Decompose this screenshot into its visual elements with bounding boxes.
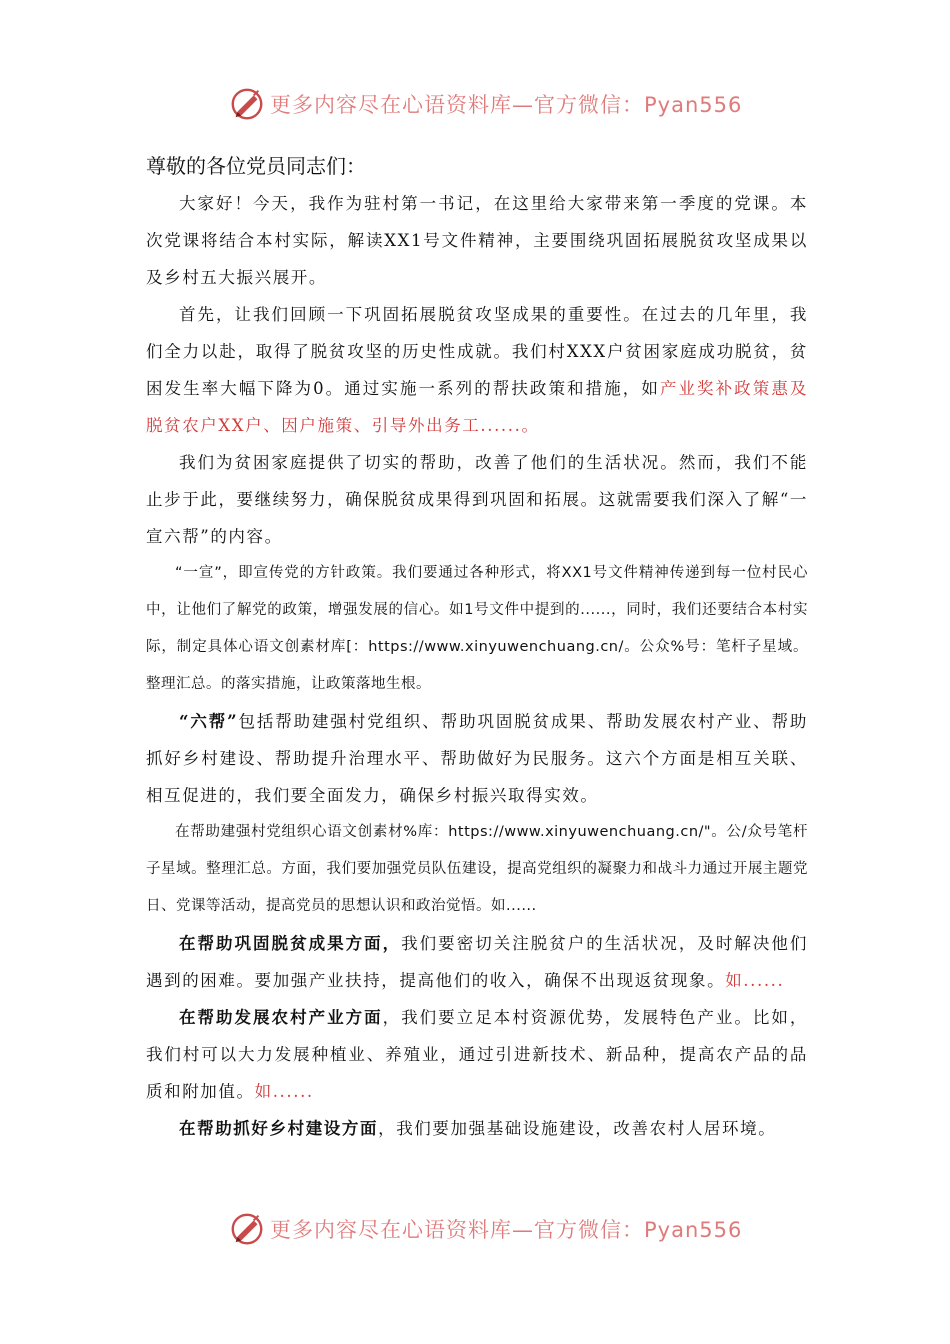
industry-example: 如...... xyxy=(254,1082,314,1101)
paragraph-industry: 在帮助发展农村产业方面，我们要立足本村资源优势，发展特色产业。比如，我们村可以大力发展种植业、养殖业，通过引进新技术、新品种，提高农产品的品质和附加值。如...... xyxy=(146,1008,808,1101)
industry-heading: 在帮助发展农村产业方面 xyxy=(179,1008,383,1027)
highlight-policy: 产业奖补政策惠及脱贫农户XX户、因户施策、引导外出务工......。 xyxy=(146,379,808,435)
consolidate-heading: 在帮助巩固脱贫成果方面， xyxy=(179,934,402,953)
banner-text: 更多内容尽在心语资料库—官方微信：Pyan556 xyxy=(270,1218,743,1242)
paragraph-continue: 我们为贫困家庭提供了切实的帮助，改善了他们的生活状况。然而，我们不能止步于此，要继续努力，确保脱贫成果得到巩固和拓展。这就需要我们深入了解“一宣六帮”的内容。 xyxy=(146,453,808,546)
footer-banner xyxy=(228,1207,748,1251)
paragraph-party-org: 在帮助建强村党组织心语文创素材%库：https://www.xinyuwenchuang.cn/"。公/众号笔杆子星域。整理汇总。方面，我们要加强党员队伍建设，提高党组织的凝聚力和战斗力通过开展主题党日、党课等活动，提高党员的思想认识和政治觉悟。如...... xyxy=(146,824,808,914)
paragraph-yixuan: “一宣”，即宣传党的方针政策。我们要通过各种形式，将XX1号文件精神传递到每一位村民心中，让他们了解党的政策，增强发展的信心。如1号文件中提到的......，同时，我们还要结合本村实际，制定具体心语文创素材库[：https://www.xinyuwenchuang.cn/。公众%号：笔杆子星域。整理汇总。的落实措施，让政策落地生根。 xyxy=(146,565,808,692)
paragraph-construction: 在帮助抓好乡村建设方面，我们要加强基础设施建设，改善农村人居环境。 xyxy=(179,1119,777,1138)
construction-heading: 在帮助抓好乡村建设方面 xyxy=(179,1119,379,1138)
liubang-term: “六帮” xyxy=(179,712,239,731)
paragraph-review: 首先，让我们回顾一下巩固拓展脱贫攻坚成果的重要性。在过去的几年里，我们全力以赴，取得了脱贫攻坚的历史性成就。我们村XXX户贫困家庭成功脱贫，贫困发生率大幅下降为0。通过实施一系列的帮扶政策和措施，如产业奖补政策惠及脱贫农户XX户、因户施策、引导外出务工......。 xyxy=(146,305,808,435)
paragraph-liubang: “六帮”包括帮助建强村党组织、帮助巩固脱贫成果、帮助发展农村产业、帮助抓好乡村建设、帮助提升治理水平、帮助做好为民服务。这六个方面是相互关联、相互促进的，我们要全面发力，确保乡村振兴取得实效。 xyxy=(146,712,808,805)
header-banner xyxy=(228,82,748,126)
document-body xyxy=(146,150,808,1147)
pen-logo-icon xyxy=(228,85,266,123)
salutation: 尊敬的各位党员同志们： xyxy=(146,154,366,178)
paragraph-consolidate: 在帮助巩固脱贫成果方面，我们要密切关注脱贫户的生活状况，及时解决他们遇到的困难。要加强产业扶持，提高他们的收入，确保不出现返贫现象。如...... xyxy=(146,934,809,990)
banner-text: 更多内容尽在心语资料库—官方微信：Pyan556 xyxy=(270,93,743,117)
consolidate-example: 如...... xyxy=(725,971,785,990)
paragraph-intro: 大家好！今天，我作为驻村第一书记，在这里给大家带来第一季度的党课。本次党课将结合本村实际，解读XX1号文件精神，主要围绕巩固拓展脱贫攻坚成果以及乡村五大振兴展开。 xyxy=(146,194,808,287)
pen-logo-icon xyxy=(228,1210,266,1248)
